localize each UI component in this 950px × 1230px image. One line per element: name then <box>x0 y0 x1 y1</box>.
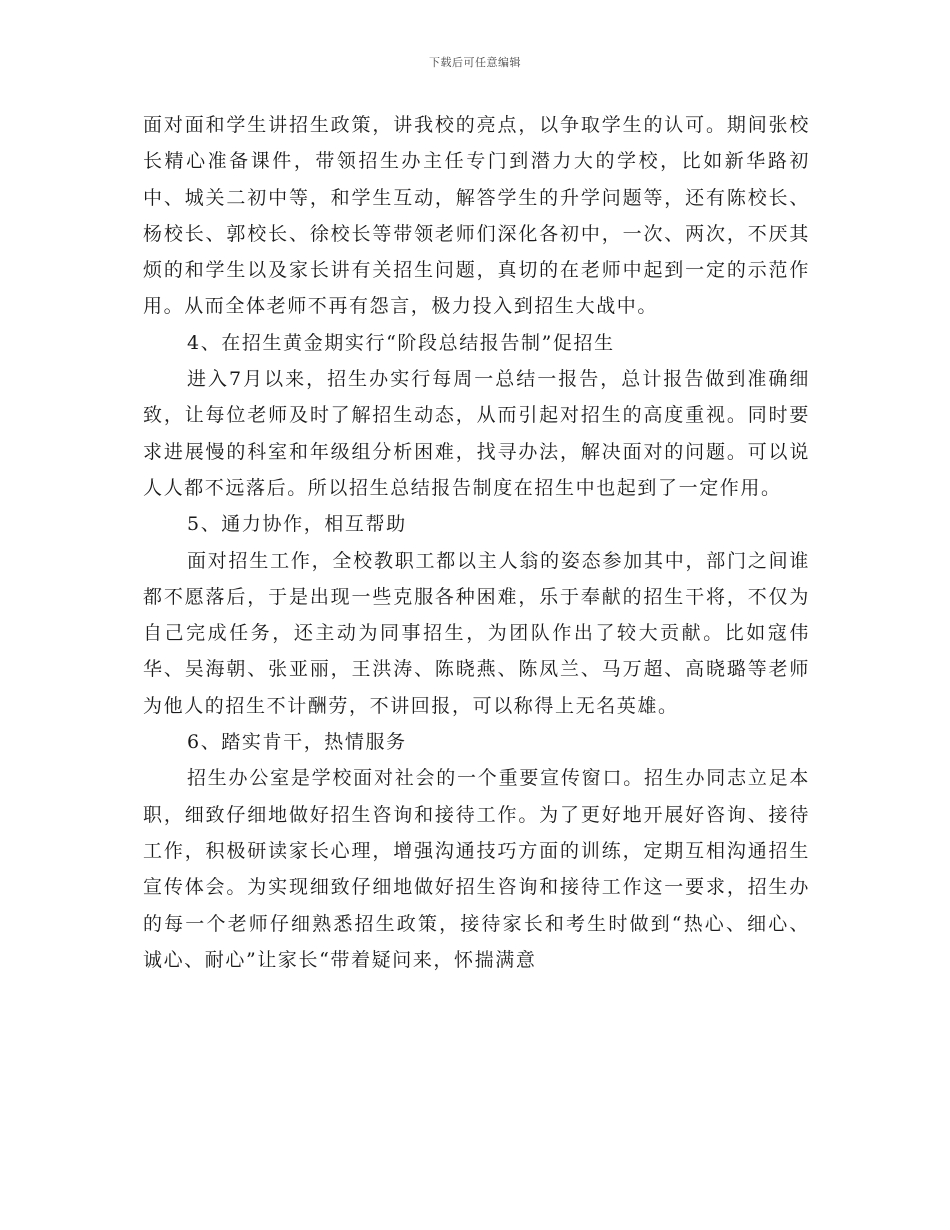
page-header: 下载后可任意编辑 <box>429 56 521 69</box>
paragraph-intro-continuation: 面对面和学生讲招生政策，讲我校的亮点，以争取学生的认可。期间张校长精心准备课件，带领招生办主任专门到潜力大的学校，比如新华路初中、城关二初中等，和学生互动，解答学生的升学问题等，还有陈校长、杨校长、郭校长、徐校长等带领老师们深化各初中，一次、两次，不厌其烦的和学生以及家长讲有关招生问题，真切的在老师中起到一定的示范作用。从而全体老师不再有怨言，极力投入到招生大战中。 <box>143 114 810 318</box>
section-heading-4: 4、在招生黄金期实行“阶段总结报告制”促招生 <box>187 331 615 354</box>
paragraph-section-4: 进入7月以来，招生办实行每周一总结一报告，总计报告做到准确细致，让每位老师及时了解招生动态，从而引起对招生的高度重视。同时要求进展慢的科室和年级组分析困难，找寻办法，解决面对的问题。可以说人人都不远落后。所以招生总结报告制度在招生中也起到了一定作用。 <box>143 368 810 499</box>
document-body <box>143 107 810 978</box>
paragraph-section-5: 面对招生工作，全校教职工都以主人翁的姿态参加其中，部门之间谁都不愿落后，于是出现一些克服各种困难，乐于奉献的招生干将，不仅为自己完成任务，还主动为同事招生，为团队作出了较大贡献。比如寇伟华、吴海朝、张亚丽，王洪涛、陈晓燕、陈凤兰、马万超、高晓璐等老师为他人的招生不计酬劳，不讲回报，可以称得上无名英雄。 <box>143 549 810 717</box>
paragraph-section-6: 招生办公室是学校面对社会的一个重要宣传窗口。招生办同志立足本职，细致仔细地做好招生咨询和接待工作。为了更好地开展好咨询、接待工作，积极研读家长心理，增强沟通技巧方面的训练，定期互相沟通招生宣传体会。为实现细致仔细地做好招生咨询和接待工作这一要求，招生办的每一个老师仔细熟悉招生政策，接待家长和考生时做到“热心、细心、诚心、耐心”让家长“带着疑问来，怀揣满意 <box>143 767 810 971</box>
section-heading-6: 6、踏实肯干，热情服务 <box>187 731 407 754</box>
section-heading-5: 5、通力协作，相互帮助 <box>187 513 407 536</box>
